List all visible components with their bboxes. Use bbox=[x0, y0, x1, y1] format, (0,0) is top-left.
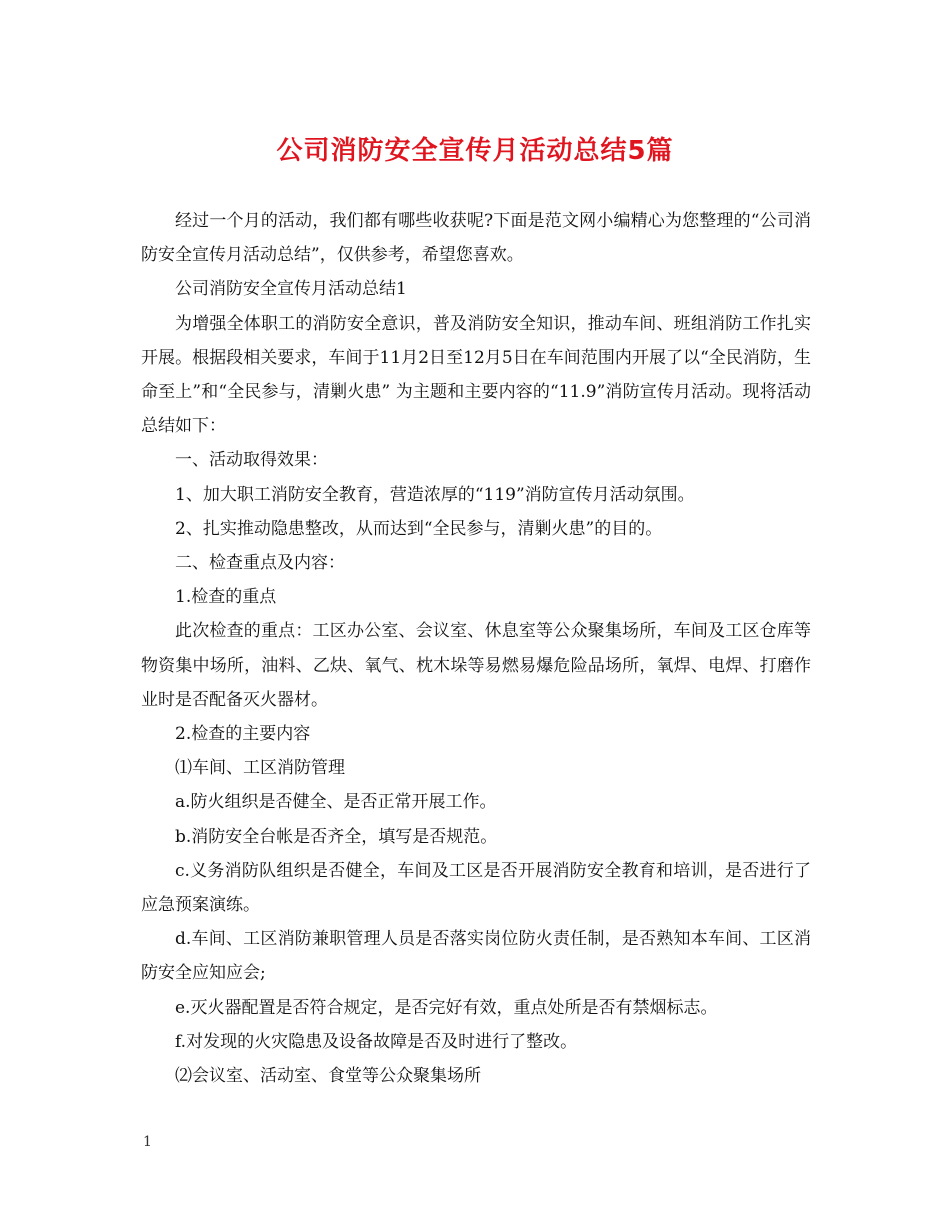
paragraph-intro: 经过一个月的活动，我们都有哪些收获呢?下面是范文网小编精心为您整理的“公司消防安全宣传月活动总结”，仅供参考，希望您喜欢。 bbox=[141, 211, 811, 266]
document-body bbox=[141, 204, 811, 1093]
paragraph-result-1: 1、加大职工消防安全教育，营造浓厚的“119”消防宣传月活动氛围。 bbox=[175, 484, 695, 505]
paragraph-item-2: ⑵会议室、活动室、食堂等公众聚集场所 bbox=[175, 1066, 481, 1087]
paragraph-background: 为增强全体职工的消防安全意识，普及消防安全知识，推动车间、班组消防工作扎实开展。根据段相关要求，车间于11月2日至12月5日在车间范围内开展了以“全民消防，生命至上”和“全民参与，清剿火患” 为主题和主要内容的“11.9”消防宣传月活动。现将活动总结如下： bbox=[141, 313, 811, 437]
paragraph-heading-inspection: 二、检查重点及内容： bbox=[175, 553, 345, 574]
paragraph-heading-results: 一、活动取得效果： bbox=[175, 450, 328, 471]
paragraph-item-b: b.消防安全台帐是否齐全，填写是否规范。 bbox=[175, 826, 498, 847]
paragraph-item-a: a.防火组织是否健全、是否正常开展工作。 bbox=[175, 792, 497, 813]
paragraph-subheading-content: 2.检查的主要内容 bbox=[175, 724, 311, 745]
paragraph-item-e: e.灭火器配置是否符合规定，是否完好有效，重点处所是否有禁烟标志。 bbox=[175, 997, 718, 1018]
paragraph-item-f: f.对发现的火灾隐患及设备故障是否及时进行了整改。 bbox=[175, 1031, 578, 1052]
paragraph-item-d: d.车间、工区消防兼职管理人员是否落实岗位防火责任制，是否熟知本车间、工区消防安全应知应会; bbox=[141, 929, 811, 984]
paragraph-section-heading: 公司消防安全宣传月活动总结1 bbox=[175, 279, 407, 300]
paragraph-subheading-focus: 1.检查的重点 bbox=[175, 587, 277, 608]
page-number: 1 bbox=[143, 1134, 152, 1150]
paragraph-item-c: c.义务消防队组织是否健全，车间及工区是否开展消防安全教育和培训，是否进行了应急预案演练。 bbox=[141, 860, 811, 916]
paragraph-item-1: ⑴车间、工区消防管理 bbox=[175, 758, 345, 779]
document-title: 公司消防安全宣传月活动总结5篇 bbox=[276, 136, 674, 166]
paragraph-result-2: 2、扎实推动隐患整改，从而达到“全民参与，清剿火患”的目的。 bbox=[175, 518, 663, 539]
paragraph-focus-detail: 此次检查的重点：工区办公室、会议室、休息室等公众聚集场所，车间及工区仓库等物资集中场所，油料、乙炔、氧气、枕木垛等易燃易爆危险品场所，氧焊、电焊、打磨作业时是否配备灭火器材。 bbox=[141, 621, 811, 710]
